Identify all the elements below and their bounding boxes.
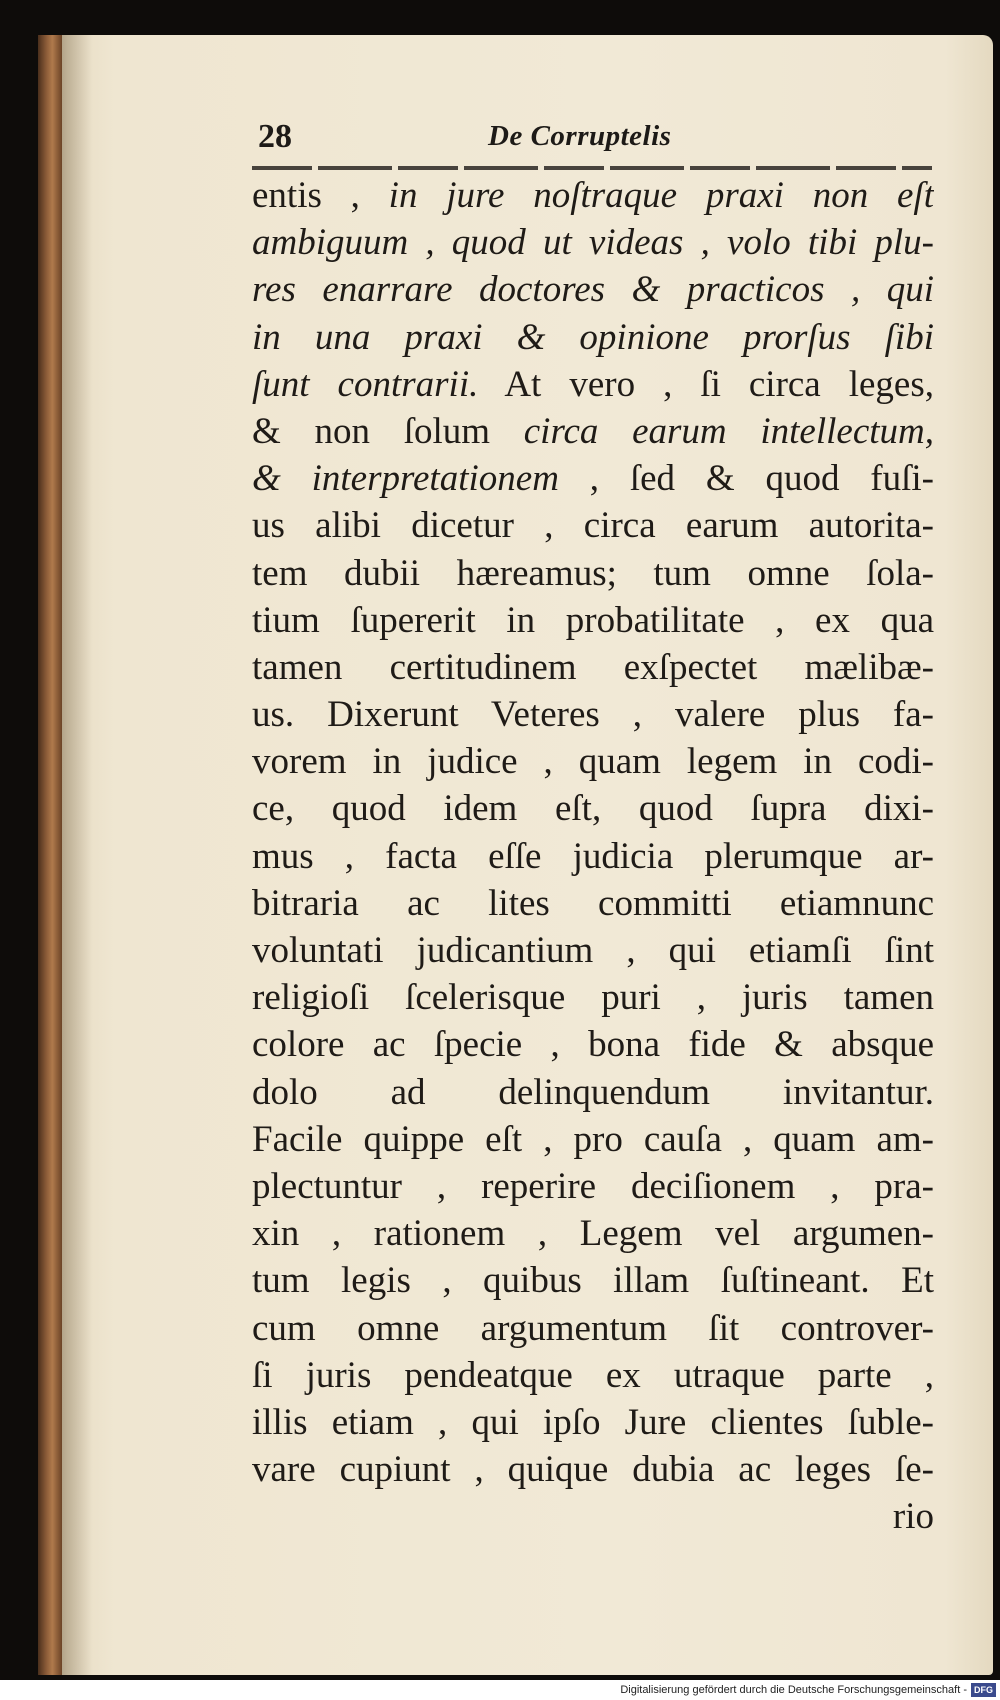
- roman-run: mus , facta eſſe judicia plerumque ar-: [252, 835, 934, 877]
- roman-run: entis ,: [252, 175, 389, 216]
- roman-run: dolo ad delinquendum invitantur.: [252, 1071, 934, 1113]
- digitization-credit: [0, 1680, 1000, 1700]
- text-line: [252, 691, 934, 738]
- roman-run: & non ſolum: [252, 410, 524, 452]
- text-line: [252, 1352, 934, 1399]
- italic-run: in jure noſtraque praxi non eſt: [388, 175, 934, 216]
- text-line: [252, 266, 934, 313]
- header-rule: [252, 166, 932, 170]
- running-head: [258, 118, 938, 162]
- text-line: [252, 1021, 934, 1068]
- text-line: [252, 597, 934, 644]
- italic-run: in una praxi & opinione prorſus ſibi: [252, 316, 934, 358]
- credit-text: Digitalisierung gefördert durch die Deutsche Forschungsgemeinschaft -: [620, 1684, 967, 1696]
- roman-run: ce, quod idem eſt, quod ſupra dixi-: [252, 788, 934, 830]
- roman-run: ſi juris pendeatque ex utraque parte ,: [252, 1354, 934, 1396]
- book-spine: [38, 35, 62, 1675]
- text-line: [252, 455, 934, 502]
- roman-run: colore ac ſpecie , bona fide & absque: [252, 1024, 934, 1066]
- roman-run: tem dubii hæreamus; tum omne ſola-: [252, 552, 934, 594]
- italic-run: circa earum intellectum,: [523, 410, 934, 452]
- text-line: [252, 550, 934, 597]
- text-line: [252, 1210, 934, 1257]
- roman-run: us. Dixerunt Veteres , valere plus fa-: [252, 694, 934, 736]
- text-line: [252, 927, 934, 974]
- text-line: [252, 833, 934, 880]
- page-number: 28: [258, 118, 292, 155]
- gutter-shadow: [62, 35, 92, 1675]
- text-line: [252, 974, 934, 1021]
- text-line: [252, 408, 934, 455]
- text-line: [252, 1493, 934, 1540]
- text-line: [252, 1257, 934, 1304]
- text-line: [252, 738, 934, 785]
- text-line: [252, 785, 934, 832]
- roman-run: tamen certitudinem exſpectet mælibæ-: [252, 646, 934, 688]
- text-line: [252, 1399, 934, 1446]
- roman-run: vare cupiunt , quique dubia ac leges ſe-: [252, 1449, 934, 1491]
- roman-run: tium ſupererit in probatilitate , ex qua: [252, 599, 934, 641]
- dfg-logo: DFG: [971, 1683, 996, 1697]
- italic-run: res enarrare doctores & practicos , qui: [252, 269, 934, 311]
- italic-run: ambiguum , quod ut videas , volo tibi plu-: [252, 222, 934, 264]
- roman-run: , ſed & quod fuſi-: [558, 458, 934, 500]
- roman-run: Facile quippe eſt , pro cauſa , quam am-: [252, 1118, 934, 1160]
- italic-run: & interpretationem: [252, 458, 559, 500]
- roman-run: xin , rationem , Legem vel argumen-: [252, 1213, 934, 1255]
- text-line: [252, 502, 934, 549]
- text-line: [252, 219, 934, 266]
- roman-run: At vero , ſi circa leges,: [478, 363, 934, 405]
- text-line: [252, 1446, 934, 1493]
- roman-run: tum legis , quibus illam ſuſtineant. Et: [252, 1260, 934, 1302]
- roman-run: bitraria ac lites committi etiamnunc: [252, 882, 934, 924]
- italic-run: ſunt contrarii.: [252, 363, 479, 405]
- text-line: [252, 1069, 934, 1116]
- roman-run: illis etiam , qui ipſo Jure clientes ſuble-: [252, 1401, 934, 1443]
- running-title: De Corruptelis: [488, 120, 672, 152]
- text-line: [252, 1305, 934, 1352]
- roman-run: us alibi dicetur , circa earum autorita-: [252, 505, 934, 547]
- roman-run: voluntati judicantium , qui etiamſi ſint: [252, 930, 934, 971]
- text-line: [252, 644, 934, 691]
- text-line: [252, 1163, 934, 1210]
- text-line: [252, 361, 934, 408]
- roman-run: cum omne argumentum ſit controver-: [252, 1307, 934, 1349]
- roman-run: religioſi ſcelerisque puri , juris tamen: [252, 977, 934, 1019]
- roman-run: vorem in judice , quam legem in codi-: [252, 741, 934, 783]
- body-text: [252, 172, 934, 1540]
- roman-run: plectuntur , reperire deciſionem , pra-: [252, 1165, 934, 1207]
- roman-run: rio: [892, 1496, 934, 1538]
- text-line: [252, 314, 934, 361]
- text-line: [252, 1116, 934, 1163]
- text-line: [252, 172, 934, 219]
- text-line: [252, 880, 934, 927]
